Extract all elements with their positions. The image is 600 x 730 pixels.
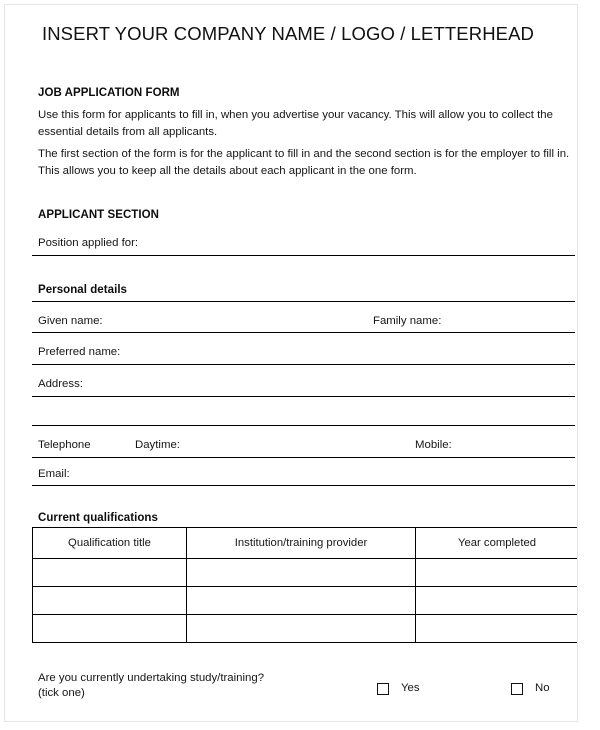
column-header-year-completed: Year completed: [416, 528, 579, 559]
email-input-line[interactable]: [32, 485, 575, 486]
telephone-input-line[interactable]: [32, 457, 575, 458]
study-no-label: No: [535, 682, 550, 694]
intro-paragraph-1: Use this form for applicants to fill in, when you advertise your vacancy. This will allow you to collect the essential details from all applicants.: [38, 109, 553, 138]
cell-qualification-title[interactable]: [33, 559, 187, 587]
qualifications-table: [32, 527, 578, 643]
telephone-label: Telephone: [38, 439, 91, 451]
study-yes-label: Yes: [401, 682, 420, 694]
table-row: [33, 615, 579, 643]
applicant-section-heading: APPLICANT SECTION: [38, 209, 159, 221]
document-page: [4, 4, 578, 722]
position-applied-for-input-line[interactable]: [32, 255, 575, 256]
letterhead-title: INSERT YOUR COMPANY NAME / LOGO / LETTERHEAD: [41, 23, 534, 44]
current-qualifications-heading: Current qualifications: [38, 512, 158, 524]
daytime-phone-label: Daytime:: [135, 439, 180, 451]
personal-details-divider: [32, 301, 575, 302]
table-header-row: [33, 528, 579, 559]
cell-qualification-title[interactable]: [33, 615, 187, 643]
cell-institution[interactable]: [187, 615, 416, 643]
study-yes-checkbox[interactable]: [377, 683, 389, 695]
preferred-name-label: Preferred name:: [38, 346, 121, 358]
address-input-line-2[interactable]: [32, 425, 575, 426]
position-applied-for-label: Position applied for:: [38, 237, 139, 249]
preferred-name-input-line[interactable]: [32, 364, 575, 365]
study-question-line-2: (tick one): [38, 686, 85, 699]
study-question-line-1: Are you currently undertaking study/training?: [38, 672, 265, 684]
study-no-checkbox[interactable]: [511, 683, 523, 695]
cell-year-completed[interactable]: [416, 615, 579, 643]
family-name-label: Family name:: [373, 315, 442, 327]
name-input-line[interactable]: [32, 332, 575, 333]
email-label: Email:: [38, 468, 70, 480]
address-input-line-1[interactable]: [32, 396, 575, 397]
cell-institution[interactable]: [187, 559, 416, 587]
given-name-label: Given name:: [38, 315, 103, 327]
column-header-institution: Institution/training provider: [187, 528, 416, 559]
address-label: Address:: [38, 378, 83, 390]
cell-year-completed[interactable]: [416, 587, 579, 615]
cell-qualification-title[interactable]: [33, 587, 187, 615]
study-question: [38, 671, 264, 700]
table-row: [33, 559, 579, 587]
personal-details-heading: Personal details: [38, 284, 128, 296]
cell-year-completed[interactable]: [416, 559, 579, 587]
form-heading: JOB APPLICATION FORM: [38, 87, 180, 99]
table-row: [33, 587, 579, 615]
column-header-qualification-title: Qualification title: [33, 528, 187, 559]
cell-institution[interactable]: [187, 587, 416, 615]
intro-paragraph-2: The first section of the form is for the applicant to fill in and the second section is for the employer to fill in. This allows you to keep all the details about each applicant in the one form.: [38, 148, 570, 177]
mobile-phone-label: Mobile:: [415, 439, 452, 451]
